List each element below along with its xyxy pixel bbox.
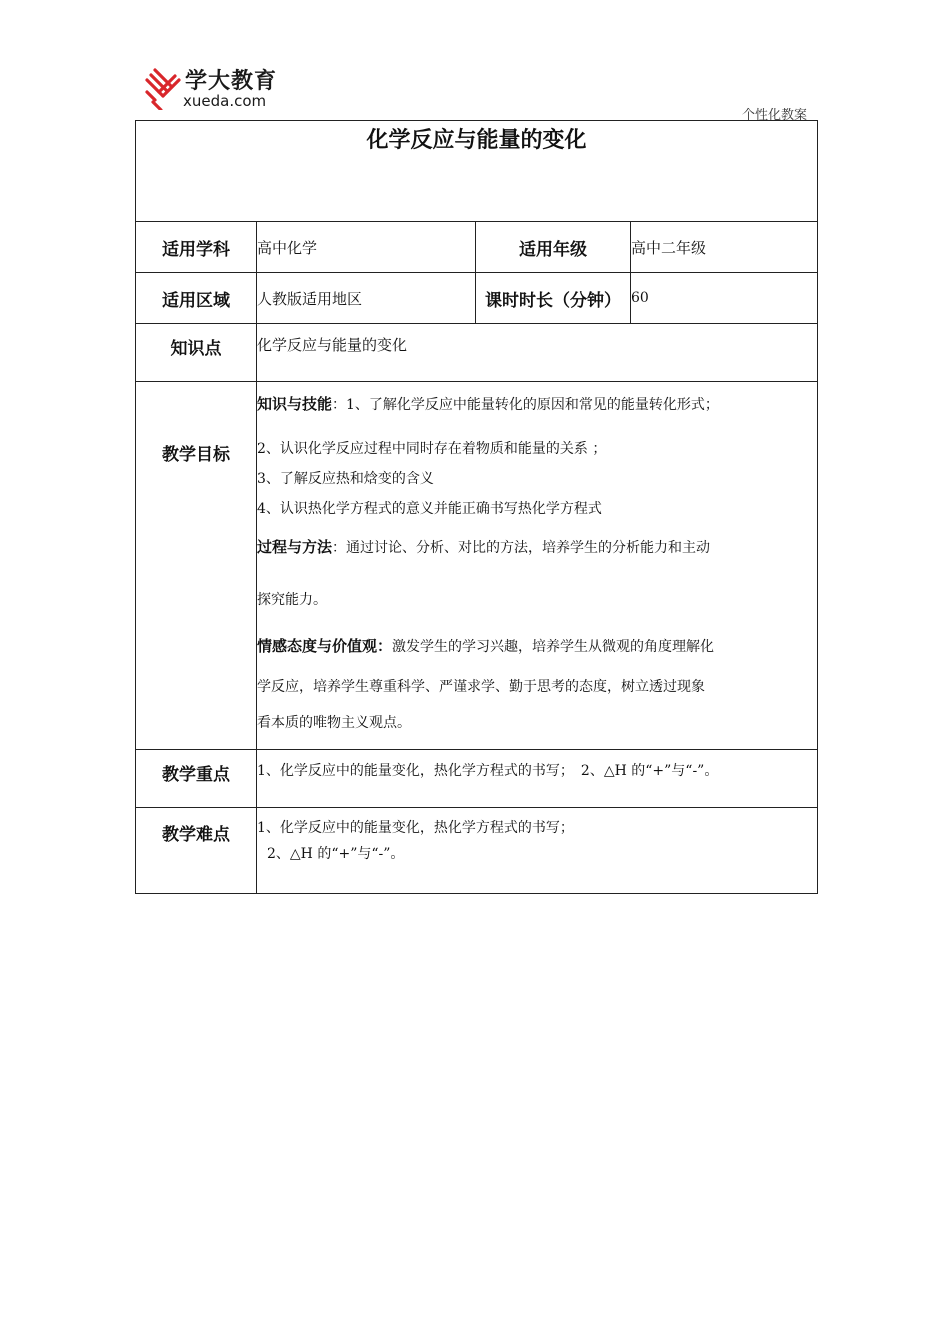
doc-type-label: 个性化教案 <box>741 108 807 123</box>
goal-emotion-3: 看本质的唯物主义观点。 <box>257 715 411 731</box>
key-points-label: 教学重点 <box>136 750 257 808</box>
grade-value: 高中二年级 <box>631 222 818 273</box>
goal-emotion-2: 学反应，培养学生尊重科学、严谨求学、勤于思考的态度，树立透过现象 <box>257 679 705 695</box>
subject-value: 高中化学 <box>257 222 476 273</box>
goal-skills-4: 4、认识热化学方程式的意义并能正确书写热化学方程式 <box>257 501 602 517</box>
goal-skills-lead: 知识与技能 <box>257 395 333 413</box>
logo-text-en: xueda.com <box>183 92 267 110</box>
goal-skills-3: 3、了解反应热和焓变的含义 <box>257 471 434 487</box>
goal-skills-2: 2、认识化学反应过程中同时存在着物质和能量的关系 ； <box>257 441 607 457</box>
xueda-logo <box>143 64 303 114</box>
logo-text-cn: 学大教育 <box>185 69 278 94</box>
region-value: 人教版适用地区 <box>257 273 476 324</box>
goal-process-lead: 过程与方法 <box>257 538 333 556</box>
knowledge-value: 化学反应与能量的变化 <box>257 324 818 382</box>
lesson-plan-table <box>135 120 818 894</box>
duration-value: 60 <box>631 273 818 324</box>
difficulty-line-1: 1、化学反应中的能量变化，热化学方程式的书写； <box>257 820 574 836</box>
difficulty-label: 教学难点 <box>136 808 257 894</box>
duration-label: 课时时长（分钟） <box>476 273 631 324</box>
difficulty-line-2: 2、△H 的“+”与“-”。 <box>267 846 405 862</box>
title-cell <box>136 121 818 222</box>
grade-label: 适用年级 <box>476 222 631 273</box>
knowledge-label: 知识点 <box>136 324 257 382</box>
difficulty-content <box>257 808 818 894</box>
goal-skills-1: 知识与技能：1、了解化学反应中能量转化的原因和常见的能量转化形式； <box>257 395 719 413</box>
goal-process-1: 过程与方法：通过讨论、分析、对比的方法，培养学生的分析能力和主动 <box>257 538 711 556</box>
goals-content <box>257 382 818 750</box>
goals-label: 教学目标 <box>136 382 257 750</box>
goal-emotion-1: 情感态度与价值观：激发学生的学习兴趣，培养学生从微观的角度理解化 <box>257 637 715 655</box>
region-label: 适用区域 <box>136 273 257 324</box>
logo-mark-icon <box>143 66 183 110</box>
key-points-value: 1、化学反应中的能量变化，热化学方程式的书写； 2、△H 的“+”与“-”。 <box>257 750 818 808</box>
goal-process-2: 探究能力。 <box>257 592 327 608</box>
page-title: 化学反应与能量的变化 <box>366 128 587 153</box>
goal-emotion-lead: 情感态度与价值观： <box>257 637 393 655</box>
subject-label: 适用学科 <box>136 222 257 273</box>
